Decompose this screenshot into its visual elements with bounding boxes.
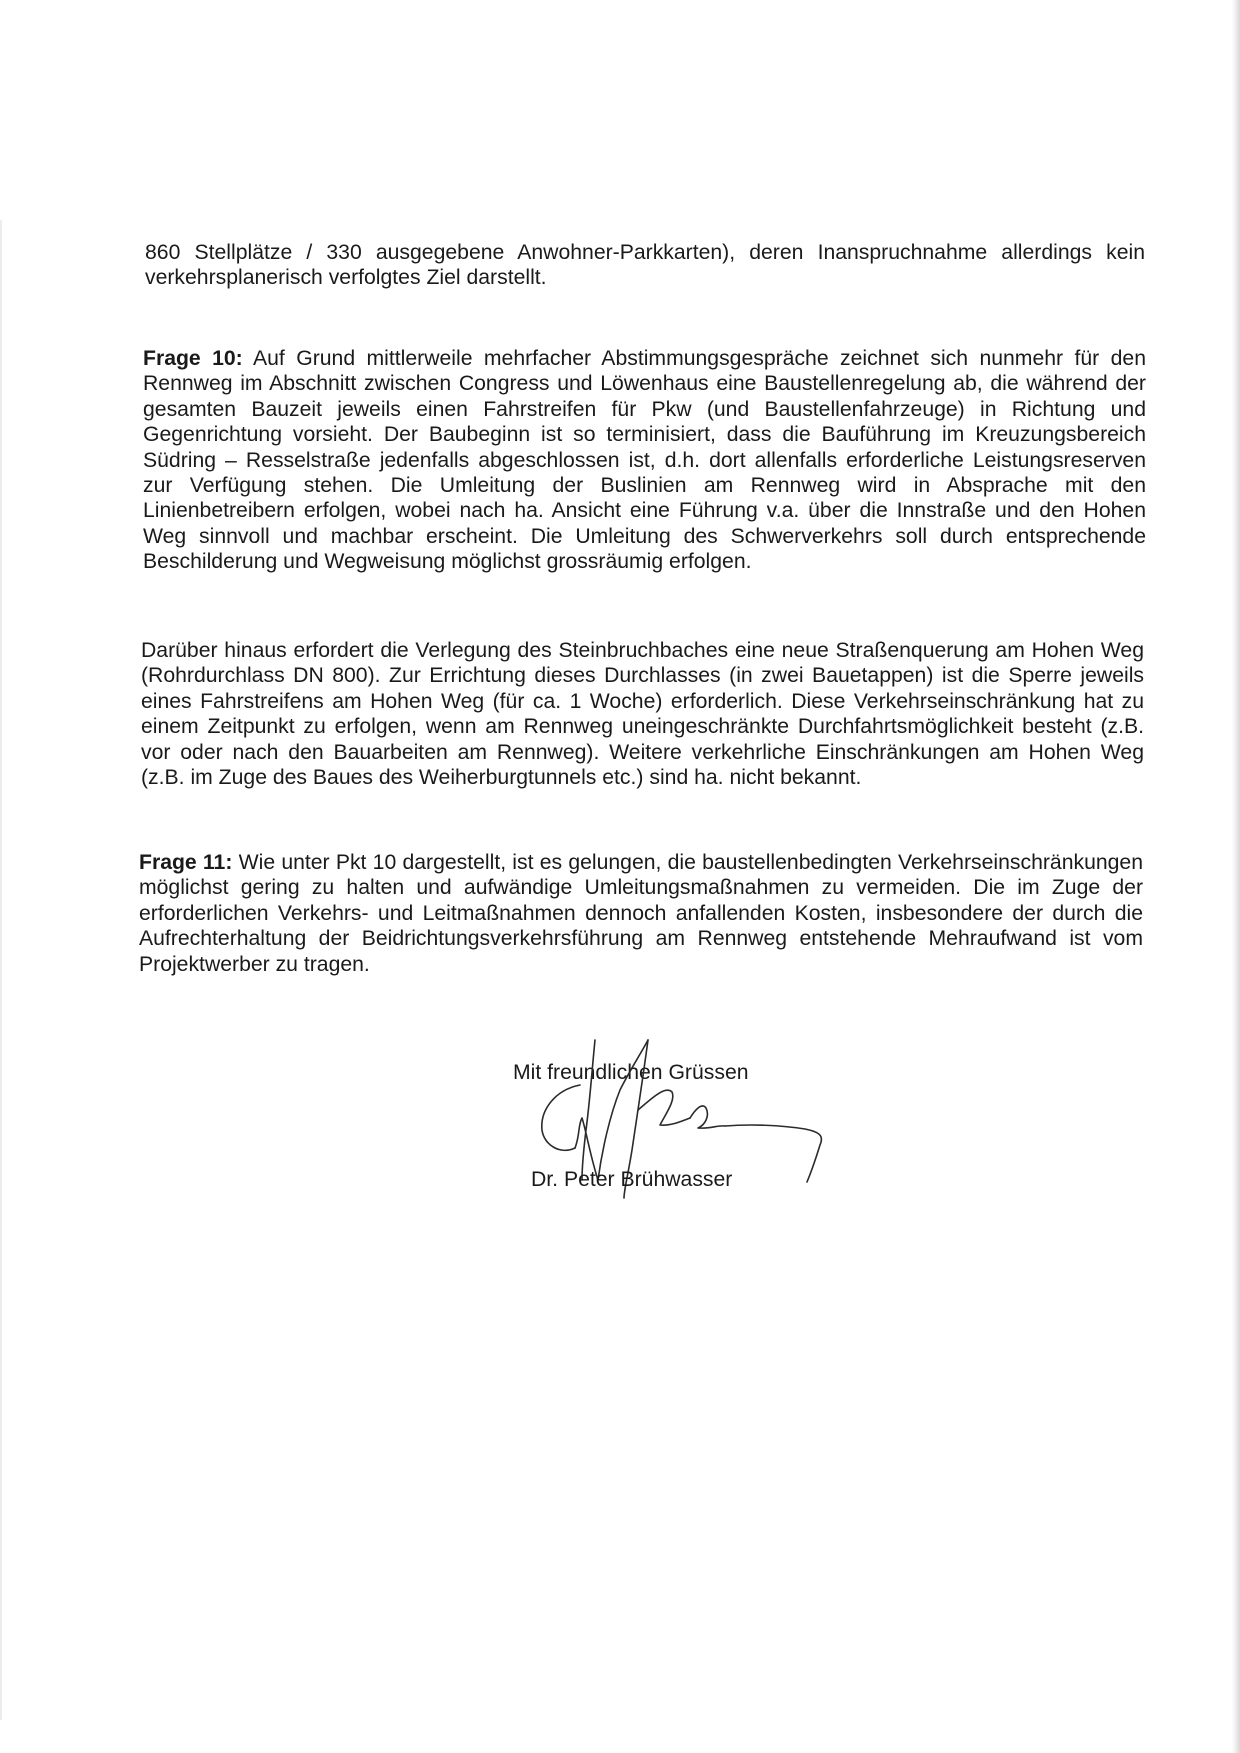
hohen-weg-paragraph <box>141 638 1144 790</box>
frage-11-text: Wie unter Pkt 10 dargestellt, ist es gelungen, die baustellenbedingten Verkehrseinschränkungen möglichst gering zu halten und aufwändige Umleitungsmaßnahmen zu vermeiden. Die im Zuge der erforderlichen Verkehrs- und Leitmaßnahmen dennoch anfallenden Kosten, insbesondere der durch die Aufrechterhaltung der Beidrichtungsverkehrsführung am Rennweg entstehende Mehraufwand ist vom Projektwerber zu tragen. <box>139 851 1143 976</box>
frage-10-text: Auf Grund mittlerweile mehrfacher Abstimmungsgespräche zeichnet sich nunmehr für den Rennweg im Abschnitt zwischen Congress und Löwenhaus eine Baustellenregelung ab, die während der gesamten Bauzeit jeweils einen Fahrstreifen für Pkw (und Baustellenfahrzeuge) in Richtung und Gegenrichtung vorsieht. Der Baubeginn ist so terminisiert, dass die Bauführung im Kreuzungsbereich Südring – Resselstraße jedenfalls abgeschlossen ist, d.h. dort allenfalls erforderliche Leistungsreserven zur Verfügung stehen. Die Umleitung der Buslinien am Rennweg wird in Absprache mit den Linienbetreibern erfolgen, wobei nach ha. Ansicht eine Führung v.a. über die Innstraße und den Hohen Weg sinnvoll und machbar erscheint. Die Umleitung des Schwerverkehrs soll durch entsprechende Beschilderung und Wegweisung möglichst grossräumig erfolgen. <box>143 347 1146 574</box>
frage-10-paragraph <box>143 346 1146 575</box>
closing-greeting: Mit freundlichen Grüssen <box>513 1061 749 1084</box>
frage-10-body <box>143 346 1146 575</box>
intro-text: 860 Stellplätze / 330 ausgegebene Anwohner-Parkkarten), deren Inanspruchnahme allerdings kein verkehrsplanerisch verfolgtes Ziel darstellt. <box>145 241 1145 290</box>
signer-name: Dr. Peter Brühwasser <box>531 1168 733 1191</box>
intro-paragraph <box>145 240 1145 291</box>
frage-11-paragraph <box>139 850 1143 977</box>
frage-11-label: Frage 11: <box>139 851 233 874</box>
frage-11-body <box>139 850 1143 977</box>
scan-edge <box>1232 0 1240 1753</box>
scan-edge-left <box>0 220 2 1720</box>
hohen-weg-text: Darüber hinaus erfordert die Verlegung des Steinbruchbaches eine neue Straßenquerung am Hohen Weg (Rohrdurchlass DN 800). Zur Errichtung dieses Durchlasses (in zwei Bauetappen) ist die Sperre jeweils eines Fahrstreifens am Hohen Weg (für ca. 1 Woche) erforderlich. Diese Verkehrseinschränkung hat zu einem Zeitpunkt zu erfolgen, wenn am Rennweg uneingeschränkte Durchfahrtsmöglichkeit besteht (z.B. vor oder nach den Bauarbeiten am Rennweg). Weitere verkehrliche Einschränkungen am Hohen Weg (z.B. im Zuge des Baues des Weiherburgtunnels etc.) sind ha. nicht bekannt. <box>141 639 1144 790</box>
frage-10-label: Frage 10: <box>143 347 243 370</box>
